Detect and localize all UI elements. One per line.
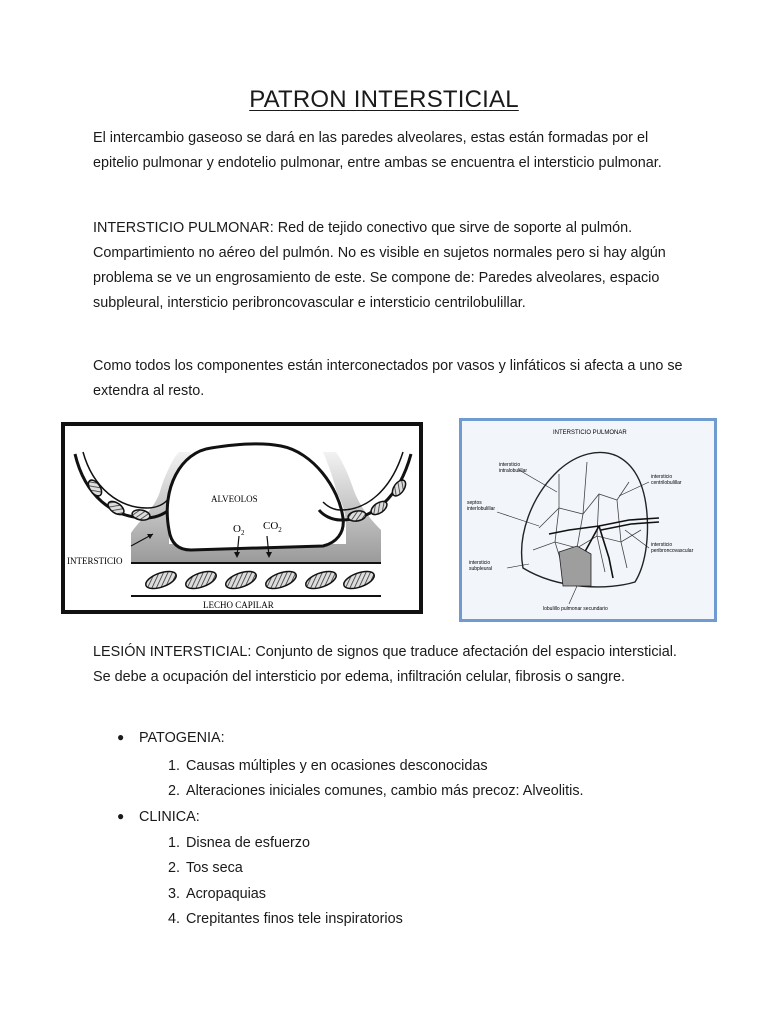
label-intersticio-subpleural: intersticio subpleural	[469, 560, 493, 572]
label-co2: $CO_2$	[263, 520, 282, 534]
alveolos-diagram-svg	[61, 418, 425, 620]
list-label-patogenia: PATOGENIA:	[139, 730, 225, 746]
bullet-icon: ●	[117, 809, 125, 823]
paragraph-interconectados: Como todos los componentes están interconectados por vasos y linfáticos si afecta a uno se extendra al resto.	[93, 358, 683, 399]
list-text: Causas múltiples y en ocasiones desconocidas	[186, 758, 488, 774]
label-septos-interlobulillar: septos interlobulillar	[467, 500, 496, 512]
frame	[461, 420, 716, 621]
intersticio-pulmonar-svg	[459, 418, 717, 622]
list-number: 2.	[167, 783, 180, 799]
paragraph-intro: El intercambio gaseoso se dará en las paredes alveolares, estas están formadas por el epitelio pulmonar y endotelio pulmonar, entre ambas se encuentra el intersticio pulmonar.	[93, 130, 662, 171]
list-text: Alteraciones iniciales comunes, cambio más precoz: Alveolitis.	[186, 783, 584, 799]
list-number: 3.	[167, 886, 180, 902]
list-text: Acropaquias	[186, 886, 266, 902]
label-title: INTERSTICIO PULMONAR	[553, 430, 627, 436]
intersticio-pulmonar-diagram	[459, 418, 717, 622]
list-text: Disnea de esfuerzo	[186, 835, 310, 851]
lobulillo-shaded	[559, 546, 591, 586]
label-intersticio-centrilobulillar: intersticio centrilobulillar	[651, 474, 682, 486]
title-text: PATRON INTERSTICIAL	[249, 86, 519, 113]
list-number: 4.	[167, 911, 180, 927]
list-label-clinica: CLINICA:	[139, 809, 200, 825]
label-intersticio: INTERSTICIO	[67, 556, 123, 566]
alveolos-diagram	[61, 418, 425, 620]
label-intersticio-peribroncovascular: intersticio peribroncovascular	[651, 542, 694, 554]
bullet-icon: ●	[117, 730, 125, 744]
list-number: 1.	[167, 835, 180, 851]
list-number: 1.	[167, 758, 180, 774]
label-alveolos: ALVEOLOS	[211, 494, 258, 504]
paragraph-lesion-intersticial: LESIÓN INTERSTICIAL: Conjunto de signos que traduce afectación del espacio intersticial. Se debe a ocupación del intersticio por edema, infiltración celular, fibrosis o sangre.	[93, 644, 677, 685]
page-title	[0, 86, 768, 114]
list-text: Tos seca	[186, 860, 243, 876]
label-o2: $O_2$	[233, 523, 245, 537]
label-intersticio-intralobulillar: intersticio intralobulillar	[499, 462, 528, 474]
list-number: 2.	[167, 860, 180, 876]
list-text: Crepitantes finos tele inspiratorios	[186, 911, 403, 927]
label-lobulillo-pulmonar: lobulillo pulmonar secundario	[543, 606, 608, 612]
paragraph-intersticio-pulmonar: INTERSTICIO PULMONAR: Red de tejido conectivo que sirve de soporte al pulmón. Compartimiento no aéreo del pulmón. No es visible en sujetos normales pero si hay algún problema se ve un engrosamiento de este. Se compone de: Paredes alveolares, espacio subpleural, intersticio peribroncovascular e intersticio centrilobulillar.	[93, 220, 666, 311]
label-lecho-capilar: LECHO CAPILAR	[203, 600, 274, 610]
